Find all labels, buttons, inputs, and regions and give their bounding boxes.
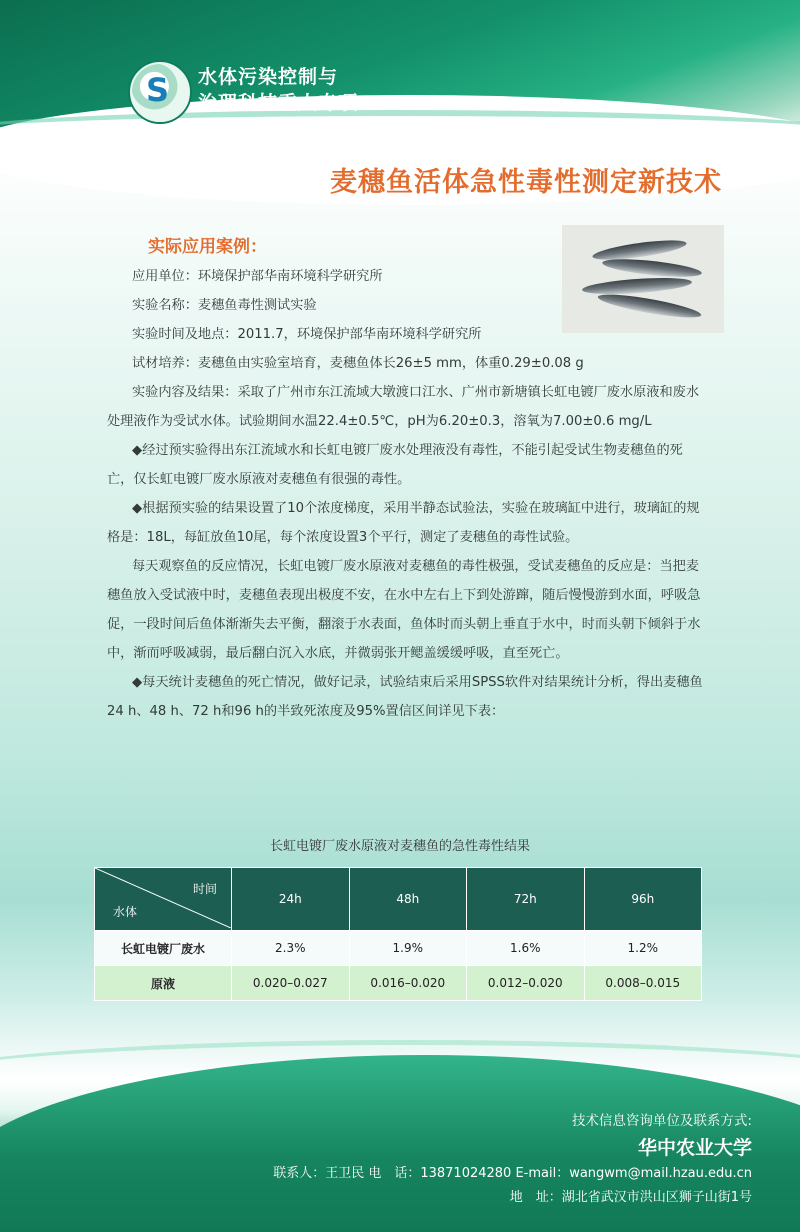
address-info: 地 址：湖北省武汉市洪山区狮子山街1号 bbox=[509, 1190, 752, 1205]
logo-s-mark: S bbox=[146, 71, 170, 109]
table-cell: 0.012–0.020 bbox=[467, 966, 585, 1001]
corner-label-time: 时间 bbox=[192, 882, 217, 896]
paragraph-observation: 每天观察鱼的反应情况，长虹电镀厂废水原液对麦穗鱼的毒性极强，受试麦穗鱼的反应是：当把麦穗鱼放入受试液中时，麦穗鱼表现出极度不安，在水中左右上下到处游蹿，随后慢慢游到水面，呼吸急促，一段时间后鱼体渐渐失去平衡，翻滚于水表面，鱼体时而头朝上垂直于水中，时而头朝下倾斜于水中，渐而呼吸减弱，最后翻白沉入水底，并微弱张开鳃盖缓缓呼吸，直至死亡。 bbox=[107, 559, 701, 661]
table-cell: 0.016–0.020 bbox=[349, 966, 467, 1001]
paragraph-cultivation: 试材培养：麦穗鱼由实验室培育，麦穗鱼体长26±5 mm，体重0.29±0.08 g bbox=[132, 356, 584, 371]
project-logo-icon bbox=[130, 62, 190, 122]
table-row bbox=[95, 931, 702, 966]
table-column-header: 24h bbox=[232, 868, 350, 931]
table-caption: 长虹电镀厂废水原液对麦穗鱼的急性毒性结果 bbox=[269, 839, 530, 854]
table-header-row bbox=[95, 868, 702, 931]
contact-info: 联系人：王卫民 电 话：13871024280 E-mail：wangwm@mail.hzau.edu.cn bbox=[273, 1166, 752, 1181]
table-cell: 2.3% bbox=[232, 931, 350, 966]
contact-heading: 技术信息咨询单位及联系方式: bbox=[571, 1113, 752, 1129]
table-cell: 1.2% bbox=[584, 931, 702, 966]
paragraph-experiment-name: 实验名称：麦穗鱼毒性测试实验 bbox=[132, 298, 317, 313]
paragraph-time-place: 实验时间及地点：2011.7，环境保护部华南环境科学研究所 bbox=[132, 327, 482, 342]
paragraph-statistics: ◆每天统计麦穗鱼的死亡情况，做好记录，试验结束后采用SPSS软件对结果统计分析，得出麦穗鱼24 h、48 h、72 h和96 h的半致死浓度及95%置信区间详见下表： bbox=[107, 675, 703, 719]
table-row-label: 长虹电镀厂废水 bbox=[95, 931, 232, 966]
project-name bbox=[198, 64, 358, 116]
table-corner-cell bbox=[95, 868, 232, 931]
paragraph-prestudy: ◆经过预实验得出东江流域水和长虹电镀厂废水处理液没有毒性，不能引起受试生物麦穗鱼的死亡，仅长虹电镀厂废水原液对麦穗鱼有很强的毒性。 bbox=[107, 443, 683, 487]
table-row bbox=[95, 966, 702, 1001]
header-swoosh-decoration bbox=[0, 110, 800, 156]
table-cell: 0.008–0.015 bbox=[584, 966, 702, 1001]
section-title: 实际应用案例： bbox=[148, 237, 267, 257]
table-column-header: 96h bbox=[584, 868, 702, 931]
page-title: 麦穗鱼活体急性毒性测定新技术 bbox=[330, 167, 722, 198]
paragraph-content: 实验内容及结果：采取了广州市东江流域大墩渡口江水、广州市新塘镇长虹电镀厂废水原液和废水处理液作为受试水体。试验期间水温22.4±0.5℃，pH为6.20±0.3，溶氧为7.00±0.6 mg/L bbox=[107, 385, 700, 429]
table-column-header: 48h bbox=[349, 868, 467, 931]
table-cell: 0.020–0.027 bbox=[232, 966, 350, 1001]
paragraph-method: ◆根据预实验的结果设置了10个浓度梯度，采用半静态试验法，实验在玻璃缸中进行，玻璃缸的规格是：18L，每缸放鱼10尾，每个浓度设置3个平行，测定了麦穗鱼的毒性试验。 bbox=[107, 501, 700, 545]
table-cell: 1.9% bbox=[349, 931, 467, 966]
corner-label-water: 水体 bbox=[113, 905, 138, 919]
university-name: 华中农业大学 bbox=[637, 1137, 752, 1159]
project-name-line1: 水体污染控制与 bbox=[198, 66, 339, 88]
table-row-label: 原液 bbox=[95, 966, 232, 1001]
paragraph-unit: 应用单位：环境保护部华南环境科学研究所 bbox=[132, 269, 383, 284]
project-name-line2: 治理科技重大专项 bbox=[198, 92, 359, 114]
table-cell: 1.6% bbox=[467, 931, 585, 966]
results-table bbox=[94, 867, 702, 1001]
body-text bbox=[107, 262, 707, 726]
table-column-header: 72h bbox=[467, 868, 585, 931]
